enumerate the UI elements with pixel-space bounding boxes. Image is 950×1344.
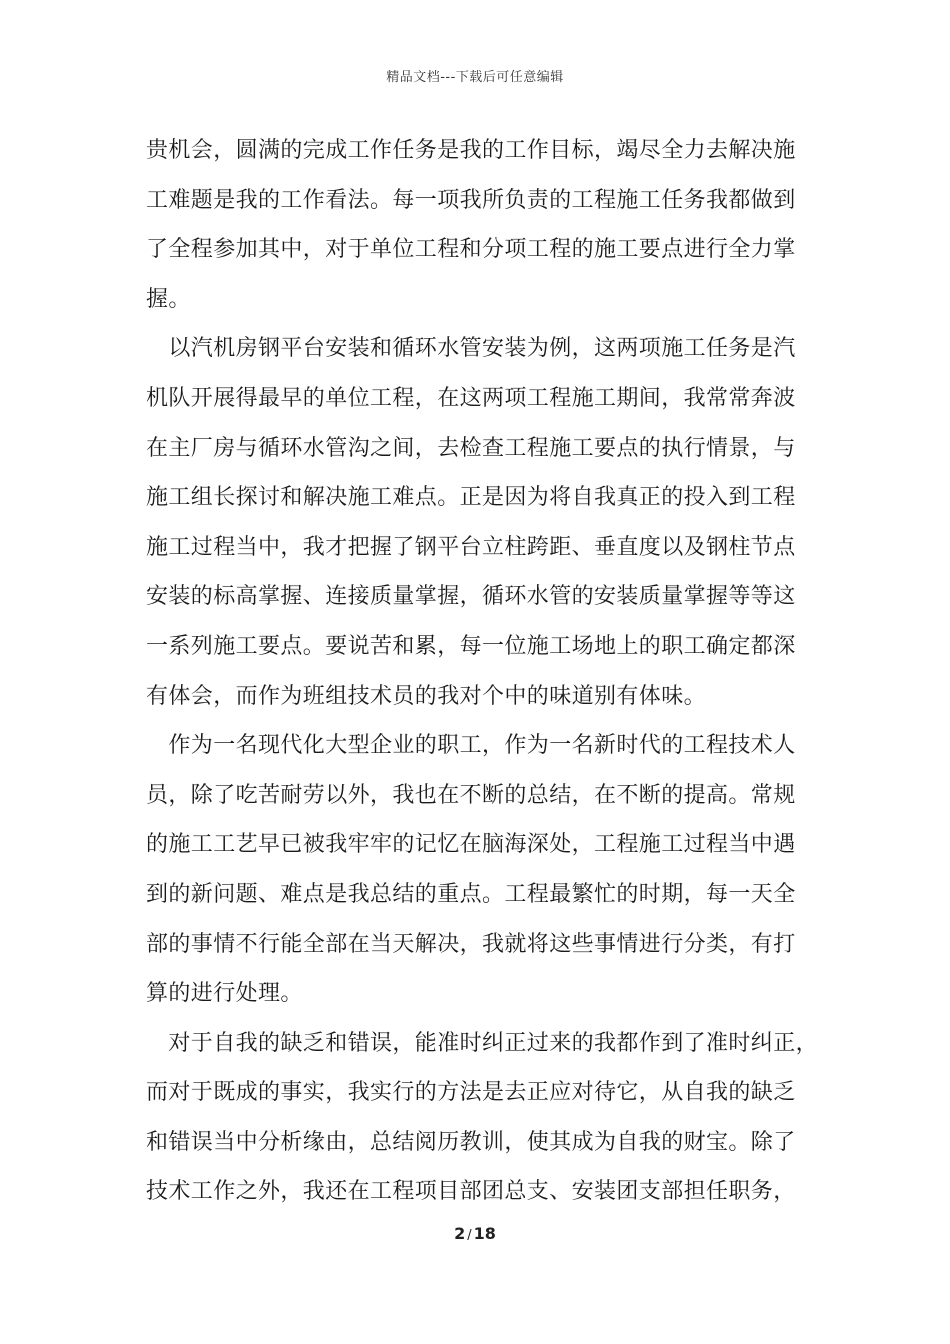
text-line: 一系列施工要点。要说苦和累，每一位施工场地上的职工确定都深 (146, 633, 796, 659)
text-line: 施工过程当中，我才把握了钢平台立柱跨距、垂直度以及钢柱节点 (146, 534, 796, 560)
text-line: 机队开展得最早的单位工程，在这两项工程施工期间，我常常奔波 (146, 385, 796, 411)
text-line: 工难题是我的工作看法。每一项我所负责的工程施工任务我都做到 (146, 187, 796, 213)
text-line: 而对于既成的事实，我实行的方法是去正应对待它，从自我的缺乏 (146, 1080, 796, 1106)
text-line: 握。 (146, 286, 191, 312)
page-number (0, 1224, 950, 1243)
text-line: 算的进行处理。 (146, 981, 303, 1007)
text-line: 安装的标高掌握、连接质量掌握，循环水管的安装质量掌握等等这 (146, 584, 796, 610)
text-line: 到的新问题、难点是我总结的重点。工程最繁忙的时期，每一天全 (146, 881, 796, 907)
text-line: 的施工工艺早已被我牢牢的记忆在脑海深处，工程施工过程当中遇 (146, 832, 796, 858)
body-text (146, 126, 819, 1217)
text-line: 作为一名现代化大型企业的职工，作为一名新时代的工程技术人 (146, 733, 796, 759)
text-line: 对于自我的缺乏和错误，能准时纠正过来的我都作到了准时纠正， (146, 1030, 819, 1056)
page-header: 精品文档---下载后可任意编辑 (386, 70, 564, 85)
current-page-number: 2 (454, 1224, 466, 1243)
text-line: 在主厂房与循环水管沟之间，去检查工程施工要点的执行情景，与 (146, 435, 796, 461)
text-line: 技术工作之外，我还在工程项目部团总支、安装团支部担任职务， (146, 1179, 796, 1205)
text-line: 有体会，而作为班组技术员的我对个中的味道别有体味。 (146, 683, 707, 709)
text-line: 贵机会，圆满的完成工作任务是我的工作目标，竭尽全力去解决施 (146, 138, 796, 163)
text-line: 员，除了吃苦耐劳以外，我也在不断的总结，在不断的提高。常规 (146, 782, 796, 808)
text-line: 和错误当中分析缘由，总结阅历教训，使其成为自我的财宝。除了 (146, 1129, 796, 1155)
page-separator: / (467, 1228, 472, 1243)
text-line: 施工组长探讨和解决施工难点。正是因为将自我真正的投入到工程 (146, 485, 796, 511)
text-line: 了全程参加其中，对于单位工程和分项工程的施工要点进行全力掌 (146, 237, 796, 263)
text-line: 部的事情不行能全部在当天解决，我就将这些事情进行分类，有打 (146, 931, 796, 957)
total-pages-number: 18 (473, 1224, 496, 1243)
text-line: 以汽机房钢平台安装和循环水管安装为例，这两项施工任务是汽 (146, 336, 796, 362)
